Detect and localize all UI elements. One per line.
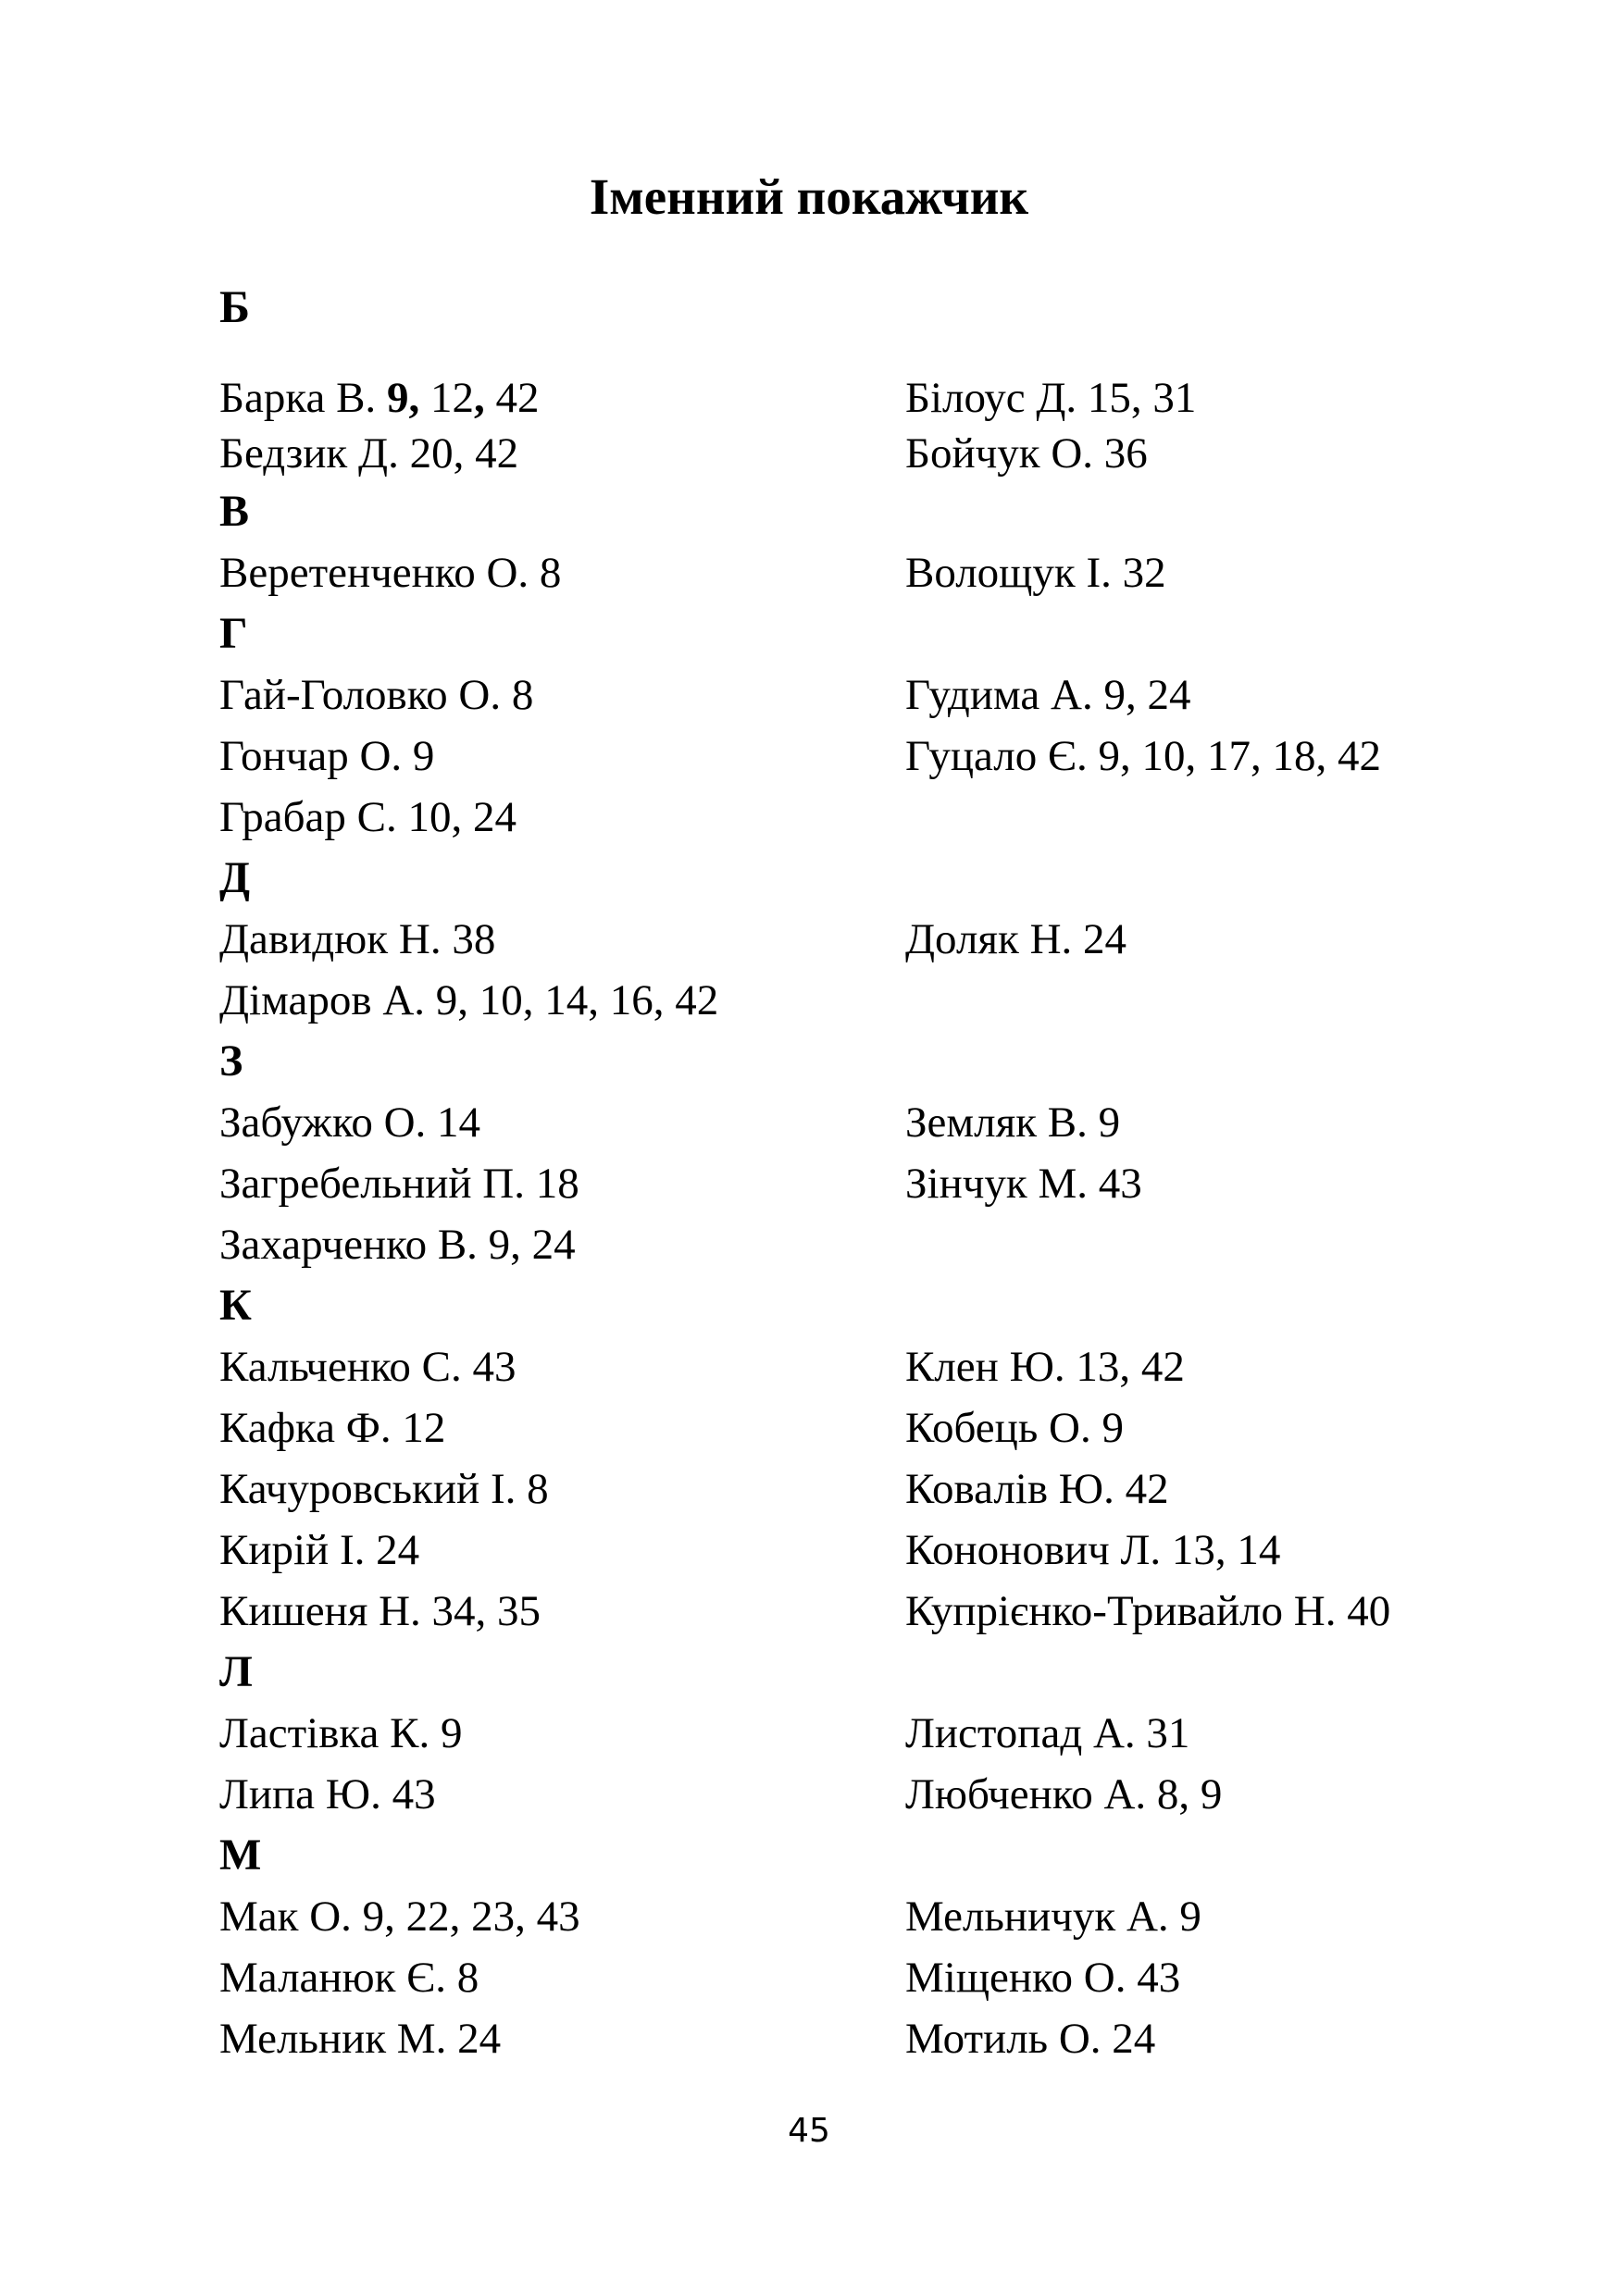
index-entry: Мотиль О. 24 xyxy=(905,2015,1156,2063)
index-entry: Забужко О. 14 xyxy=(219,1098,481,1147)
index-entry: Липа Ю. 43 xyxy=(219,1770,436,1818)
index-entry: Кафка Ф. 12 xyxy=(219,1404,446,1452)
section-letter-l xyxy=(219,1642,1515,1703)
letter-heading: Д xyxy=(219,853,251,902)
index-entry: Загребельний П. 18 xyxy=(219,1160,579,1208)
index-entry: Листопад А. 31 xyxy=(905,1709,1190,1757)
index-row xyxy=(219,1092,1515,1153)
index-entry xyxy=(905,1214,1515,1275)
index-entry: Гай-Головко О. 8 xyxy=(219,671,534,719)
index-entry: Гончар О. 9 xyxy=(219,732,435,780)
index-row xyxy=(219,1458,1515,1520)
index-entry: Кирій І. 24 xyxy=(219,1526,420,1574)
page-ref: 42 xyxy=(484,374,540,422)
section-letter-k xyxy=(219,1275,1515,1336)
index-entry: Грабар С. 10, 24 xyxy=(219,793,517,841)
letter-heading: М xyxy=(219,1831,262,1880)
index-entry: Волощук І. 32 xyxy=(905,549,1166,597)
entry-name: Барка В. xyxy=(219,374,387,422)
index-row xyxy=(219,664,1515,726)
index-row xyxy=(219,426,1515,481)
index-entry: Кононович Л. 13, 14 xyxy=(905,1526,1281,1574)
index-entry: Маланюк Є. 8 xyxy=(219,1954,479,2002)
index-entry: Кобець О. 9 xyxy=(905,1404,1124,1452)
index-entry: Качуровський І. 8 xyxy=(219,1465,549,1513)
index-row xyxy=(219,1153,1515,1214)
index-entry: Ковалів Ю. 42 xyxy=(905,1465,1169,1513)
section-letter-d xyxy=(219,848,1515,909)
index-row xyxy=(219,1947,1515,2008)
index-row xyxy=(219,970,1515,1031)
section-letter-v xyxy=(219,481,1515,542)
index-entry: Кальченко С. 43 xyxy=(219,1343,517,1391)
letter-heading: К xyxy=(219,1281,252,1330)
bold-page-ref: 9, xyxy=(386,374,420,422)
index-entry: Любченко А. 8, 9 xyxy=(905,1770,1223,1818)
page-title: Іменний покажчик xyxy=(589,168,1029,225)
section-letter-h xyxy=(219,603,1515,664)
index-entry: Давидюк Н. 38 xyxy=(219,915,496,963)
index-entry: Гудима А. 9, 24 xyxy=(905,671,1191,719)
bold-separator: , xyxy=(473,374,485,422)
index-row xyxy=(219,1336,1515,1397)
index-row xyxy=(219,2008,1515,2069)
index-row xyxy=(219,1397,1515,1458)
index-row xyxy=(219,726,1515,787)
index-entry xyxy=(905,970,1515,1031)
index-entry xyxy=(905,787,1515,848)
index-entry: Зінчук М. 43 xyxy=(905,1160,1142,1208)
index-row xyxy=(219,1520,1515,1581)
index-entry: Білоус Д. 15, 31 xyxy=(905,374,1197,422)
index-entry: Земляк В. 9 xyxy=(905,1098,1121,1147)
section-letter-z xyxy=(219,1031,1515,1092)
letter-heading: В xyxy=(219,487,250,536)
index-row xyxy=(219,1214,1515,1275)
index-row xyxy=(219,542,1515,603)
index-entry: Кишеня Н. 34, 35 xyxy=(219,1587,541,1635)
index-entry: Гуцало Є. 9, 10, 17, 18, 42 xyxy=(905,732,1382,780)
name-index xyxy=(219,370,1515,2069)
index-row xyxy=(219,1886,1515,1947)
index-entry: Веретенченко О. 8 xyxy=(219,549,562,597)
index-entry: Дімаров А. 9, 10, 14, 16, 42 xyxy=(219,976,719,1024)
index-entry: Бойчук О. 36 xyxy=(905,429,1148,478)
index-row xyxy=(219,787,1515,848)
index-entry: Купрієнко-Тривайло Н. 40 xyxy=(905,1587,1391,1635)
page-ref: 12 xyxy=(419,374,474,422)
letter-heading: Г xyxy=(219,609,248,658)
section-letter-b: Б xyxy=(219,280,251,332)
index-entry xyxy=(219,370,905,426)
letter-heading: Л xyxy=(219,1647,253,1696)
index-row xyxy=(219,1764,1515,1825)
index-entry: Бедзик Д. 20, 42 xyxy=(219,429,519,478)
index-row xyxy=(219,1581,1515,1642)
index-entry: Доляк Н. 24 xyxy=(905,915,1127,963)
index-entry: Мельник М. 24 xyxy=(219,2015,502,2063)
index-row xyxy=(219,370,1515,426)
index-entry: Міщенко О. 43 xyxy=(905,1954,1181,2002)
index-row xyxy=(219,909,1515,970)
index-entry: Мельничук А. 9 xyxy=(905,1893,1201,1941)
section-letter-m xyxy=(219,1825,1515,1886)
index-entry: Ластівка К. 9 xyxy=(219,1709,463,1757)
index-row xyxy=(219,1703,1515,1764)
index-entry: Мак О. 9, 22, 23, 43 xyxy=(219,1893,580,1941)
page-number: 45 xyxy=(788,2112,830,2150)
index-entry: Клен Ю. 13, 42 xyxy=(905,1343,1185,1391)
letter-heading: З xyxy=(219,1036,243,1086)
index-entry: Захарченко В. 9, 24 xyxy=(219,1221,576,1269)
